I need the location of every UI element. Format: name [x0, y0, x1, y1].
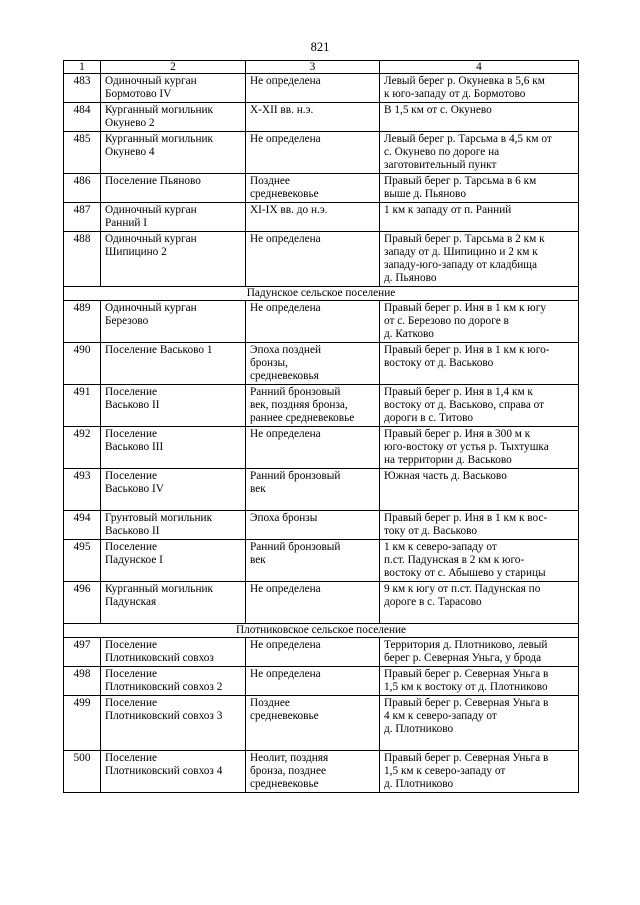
site-location: Правый берег р. Иня в 1 км к вос- току от д. Васьково — [380, 511, 579, 540]
section-title: Падунское сельское поселение — [64, 287, 579, 301]
site-number: 495 — [64, 540, 101, 582]
site-name: Поселение Васьково IV — [101, 469, 246, 511]
site-dating: Позднее средневековье — [246, 696, 380, 751]
site-dating: Ранний бронзовый век — [246, 540, 380, 582]
site-number: 499 — [64, 696, 101, 751]
site-name: Грунтовый могильник Васьково II — [101, 511, 246, 540]
site-location: В 1,5 км от с. Окунево — [380, 103, 579, 132]
site-location: Территория д. Плотниково, левый берег р. Северная Уньга, у брода — [380, 638, 579, 667]
table-row — [64, 638, 579, 667]
site-name: Поселение Плотниковский совхоз — [101, 638, 246, 667]
column-header-number: 1 — [64, 61, 101, 74]
site-number: 494 — [64, 511, 101, 540]
section-heading-row — [64, 287, 579, 301]
table-row — [64, 469, 579, 511]
site-location: Южная часть д. Васьково — [380, 469, 579, 511]
site-location: Правый берег р. Тарсьма в 2 км к западу от д. Шипицино и 2 км к западу-юго-западу от кладбища д. Пьяново — [380, 232, 579, 287]
site-dating: Неолит, поздняя бронза, позднее средневековье — [246, 751, 380, 793]
site-name: Одиночный курган Ранний I — [101, 203, 246, 232]
site-location: Правый берег р. Северная Уньга в 1,5 км к северо-западу от д. Плотниково — [380, 751, 579, 793]
table-row — [64, 751, 579, 793]
site-name: Одиночный курган Шипицино 2 — [101, 232, 246, 287]
table-row — [64, 540, 579, 582]
site-name: Курганный могильник Падунская — [101, 582, 246, 624]
site-number: 492 — [64, 427, 101, 469]
table-row — [64, 174, 579, 203]
site-name: Одиночный курган Бормотово IV — [101, 74, 246, 103]
site-location: Правый берег р. Тарсьма в 6 км выше д. Пьяново — [380, 174, 579, 203]
site-dating: Не определена — [246, 427, 380, 469]
page-number: 821 — [310, 40, 330, 54]
table-row — [64, 427, 579, 469]
site-dating: Ранний бронзовый век, поздняя бронза, раннее средневековье — [246, 385, 380, 427]
site-location: Правый берег р. Иня в 1 км к юго- востоку от д. Васьково — [380, 343, 579, 385]
site-dating: Не определена — [246, 301, 380, 343]
site-dating: Не определена — [246, 667, 380, 696]
site-dating: Не определена — [246, 232, 380, 287]
site-number: 486 — [64, 174, 101, 203]
site-number: 483 — [64, 74, 101, 103]
site-dating: X-XII вв. н.э. — [246, 103, 380, 132]
column-header-dating: 3 — [246, 61, 380, 74]
site-location: Правый берег р. Северная Уньга в 4 км к северо-западу от д. Плотниково — [380, 696, 579, 751]
heritage-sites-table — [63, 60, 579, 793]
site-name: Курганный могильник Окунево 2 — [101, 103, 246, 132]
table-row — [64, 511, 579, 540]
site-location: Левый берег р. Окуневка в 5,6 км к юго-западу от д. Бормотово — [380, 74, 579, 103]
site-number: 487 — [64, 203, 101, 232]
site-location: Правый берег р. Иня в 1,4 км к востоку от д. Васьково, справа от дороги в с. Титово — [380, 385, 579, 427]
site-number: 496 — [64, 582, 101, 624]
site-number: 493 — [64, 469, 101, 511]
site-location: Правый берег р. Северная Уньга в 1,5 км к востоку от д. Плотниково — [380, 667, 579, 696]
site-dating: Позднее средневековье — [246, 174, 380, 203]
table-row — [64, 103, 579, 132]
site-location: Правый берег р. Иня в 1 км к югу от с. Березово по дороге в д. Катково — [380, 301, 579, 343]
site-name: Поселение Плотниковский совхоз 3 — [101, 696, 246, 751]
table-row — [64, 132, 579, 174]
site-dating: Не определена — [246, 74, 380, 103]
site-dating: Эпоха поздней бронзы, средневековья — [246, 343, 380, 385]
table-row — [64, 582, 579, 624]
site-name: Поселение Падунское I — [101, 540, 246, 582]
table-row — [64, 343, 579, 385]
site-number: 497 — [64, 638, 101, 667]
site-dating: Эпоха бронзы — [246, 511, 380, 540]
site-number: 490 — [64, 343, 101, 385]
site-location: Левый берег р. Тарсьма в 4,5 км от с. Окунево по дороге на заготовительный пункт — [380, 132, 579, 174]
site-number: 484 — [64, 103, 101, 132]
column-header-name: 2 — [101, 61, 246, 74]
site-dating: Не определена — [246, 132, 380, 174]
section-heading-row — [64, 624, 579, 638]
site-number: 488 — [64, 232, 101, 287]
site-location: Правый берег р. Иня в 300 м к юго-востоку от устья р. Тыхтушка на территории д. Васьково — [380, 427, 579, 469]
table-row — [64, 667, 579, 696]
site-name: Поселение Плотниковский совхоз 2 — [101, 667, 246, 696]
site-number: 500 — [64, 751, 101, 793]
site-name: Поселение Васьково 1 — [101, 343, 246, 385]
site-number: 485 — [64, 132, 101, 174]
site-name: Поселение Васьково III — [101, 427, 246, 469]
site-dating: Не определена — [246, 582, 380, 624]
site-number: 498 — [64, 667, 101, 696]
site-name: Курганный могильник Окунево 4 — [101, 132, 246, 174]
table-body — [64, 61, 579, 793]
section-title: Плотниковское сельское поселение — [64, 624, 579, 638]
column-header-location: 4 — [380, 61, 579, 74]
column-header-row — [64, 61, 579, 74]
table-row — [64, 232, 579, 287]
site-dating: Ранний бронзовый век — [246, 469, 380, 511]
table-row — [64, 385, 579, 427]
site-dating: Не определена — [246, 638, 380, 667]
site-name: Поселение Васьково II — [101, 385, 246, 427]
table-row — [64, 203, 579, 232]
site-name: Поселение Плотниковский совхоз 4 — [101, 751, 246, 793]
site-dating: XI-IX вв. до н.э. — [246, 203, 380, 232]
site-location: 9 км к югу от п.ст. Падунская по дороге в с. Тарасово — [380, 582, 579, 624]
site-name: Поселение Пьяново — [101, 174, 246, 203]
site-name: Одиночный курган Березово — [101, 301, 246, 343]
site-location: 1 км к северо-западу от п.ст. Падунская в 2 км к юго- востоку от с. Абышево у старицы — [380, 540, 579, 582]
table-row — [64, 696, 579, 751]
table-row — [64, 74, 579, 103]
table-row — [64, 301, 579, 343]
site-number: 489 — [64, 301, 101, 343]
site-number: 491 — [64, 385, 101, 427]
site-location: 1 км к западу от п. Ранний — [380, 203, 579, 232]
